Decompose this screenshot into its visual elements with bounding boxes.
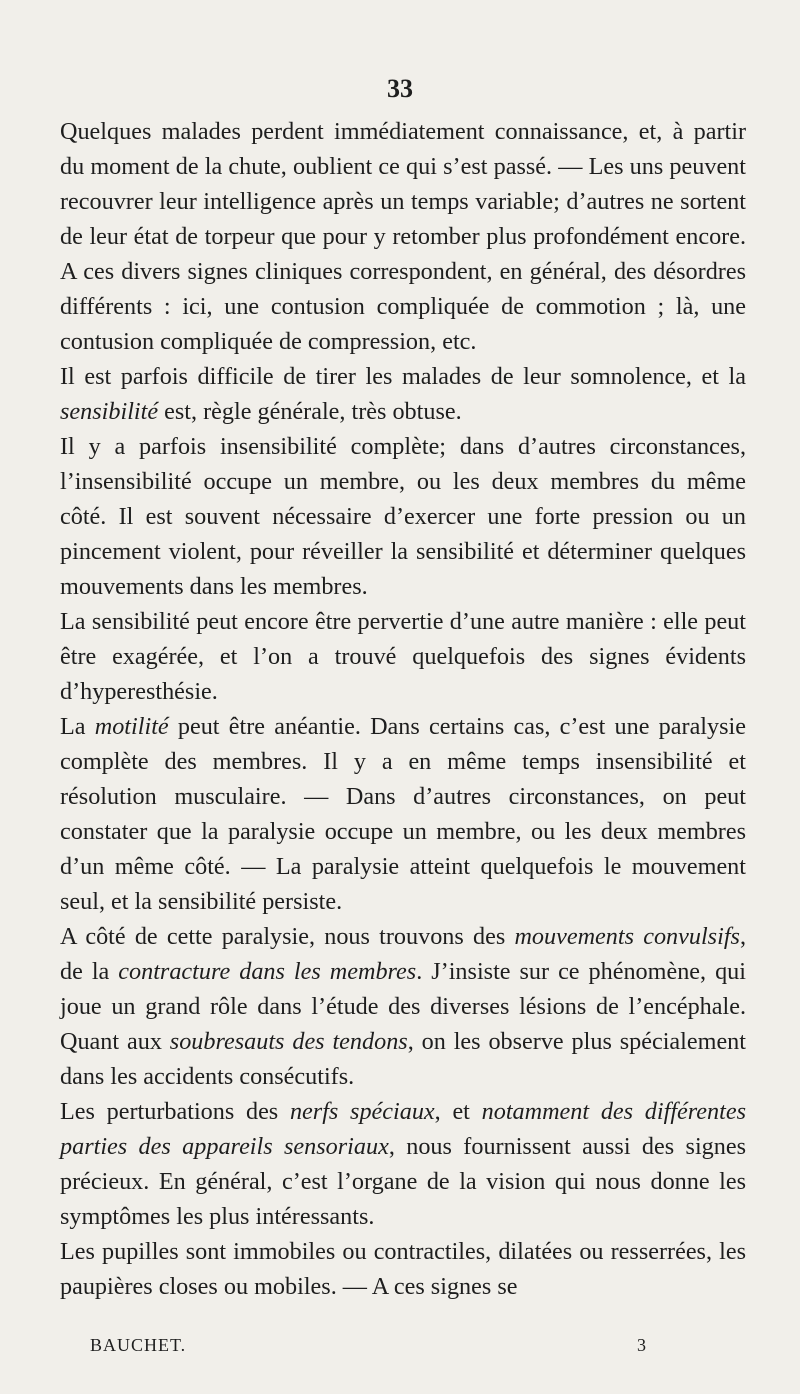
emphasis: notamment des différentes parties des appareils sensoriaux [60, 1098, 746, 1160]
emphasis: sensibilité [60, 398, 159, 425]
paragraph: Il y a parfois insensibilité complète; dans d’autres circonstances, l’insensibilité occupe un membre, ou les deux membres du même côté. Il est souvent nécessaire d’exercer une forte pression ou un pincement violent, pour réveiller la sensibilité et déterminer quelques mouvements dans les membres. [60, 433, 746, 600]
paragraph: La sensibilité peut encore être pervertie d’une autre manière : elle peut être exagérée, et l’on a trouvé quelquefois des signes évidents d’hyperesthésie. [60, 608, 746, 705]
page-number: 33 [387, 74, 413, 103]
body-text [60, 114, 746, 1304]
emphasis: contracture dans les membres [118, 958, 417, 985]
paragraph: A côté de cette paralysie, nous trouvons des mouvements convulsifs, de la contracture dans les membres. J’insiste sur ce phénomène, qui joue un grand rôle dans l’étude des diverses lésions de l’encéphale. Quant aux soubresauts des tendons, on les observe plus spécialement dans les accidents consécutifs. [60, 923, 746, 1090]
emphasis: nerfs spéciaux [289, 1098, 435, 1125]
emphasis: mouvements convulsifs [514, 923, 740, 950]
emphasis: motilité [94, 713, 169, 740]
paragraph: Les perturbations des nerfs spéciaux, et notamment des différentes parties des appareils sensoriaux, nous fournissent aussi des signes précieux. En général, c’est l’organe de la vision qui nous donne les symptômes les plus intéressants. [60, 1098, 746, 1230]
paragraph: Quelques malades perdent immédiatement connaissance, et, à partir du moment de la chute, oublient ce qui s’est passé. — Les uns peuvent recouvrer leur intelligence après un temps variable; d’autres ne sortent de leur état de torpeur que pour y retomber plus profondément encore. A ces divers signes cliniques correspondent, en général, des désordres différents : ici, une contusion compliquée de commotion ; là, une contusion compliquée de compression, etc. [60, 118, 746, 355]
paragraph: Les pupilles sont immobiles ou contractiles, dilatées ou resserrées, les paupières closes ou mobiles. — A ces signes se [60, 1238, 746, 1300]
signature-number: 3 [637, 1335, 647, 1355]
emphasis: soubresauts des tendons [169, 1028, 408, 1055]
paragraph: La motilité peut être anéantie. Dans certains cas, c’est une paralysie complète des membres. Il y a en même temps insensibilité et résolution musculaire. — Dans d’autres circonstances, on peut constater que la paralysie occupe un membre, ou les deux membres d’un même côté. — La paralysie atteint quelquefois le mouvement seul, et la sensibilité persiste. [60, 713, 746, 915]
paragraph: Il est parfois difficile de tirer les malades de leur somnolence, et la sensibilité est, règle générale, très obtuse. [60, 363, 746, 425]
signature-author: BAUCHET. [90, 1335, 187, 1355]
